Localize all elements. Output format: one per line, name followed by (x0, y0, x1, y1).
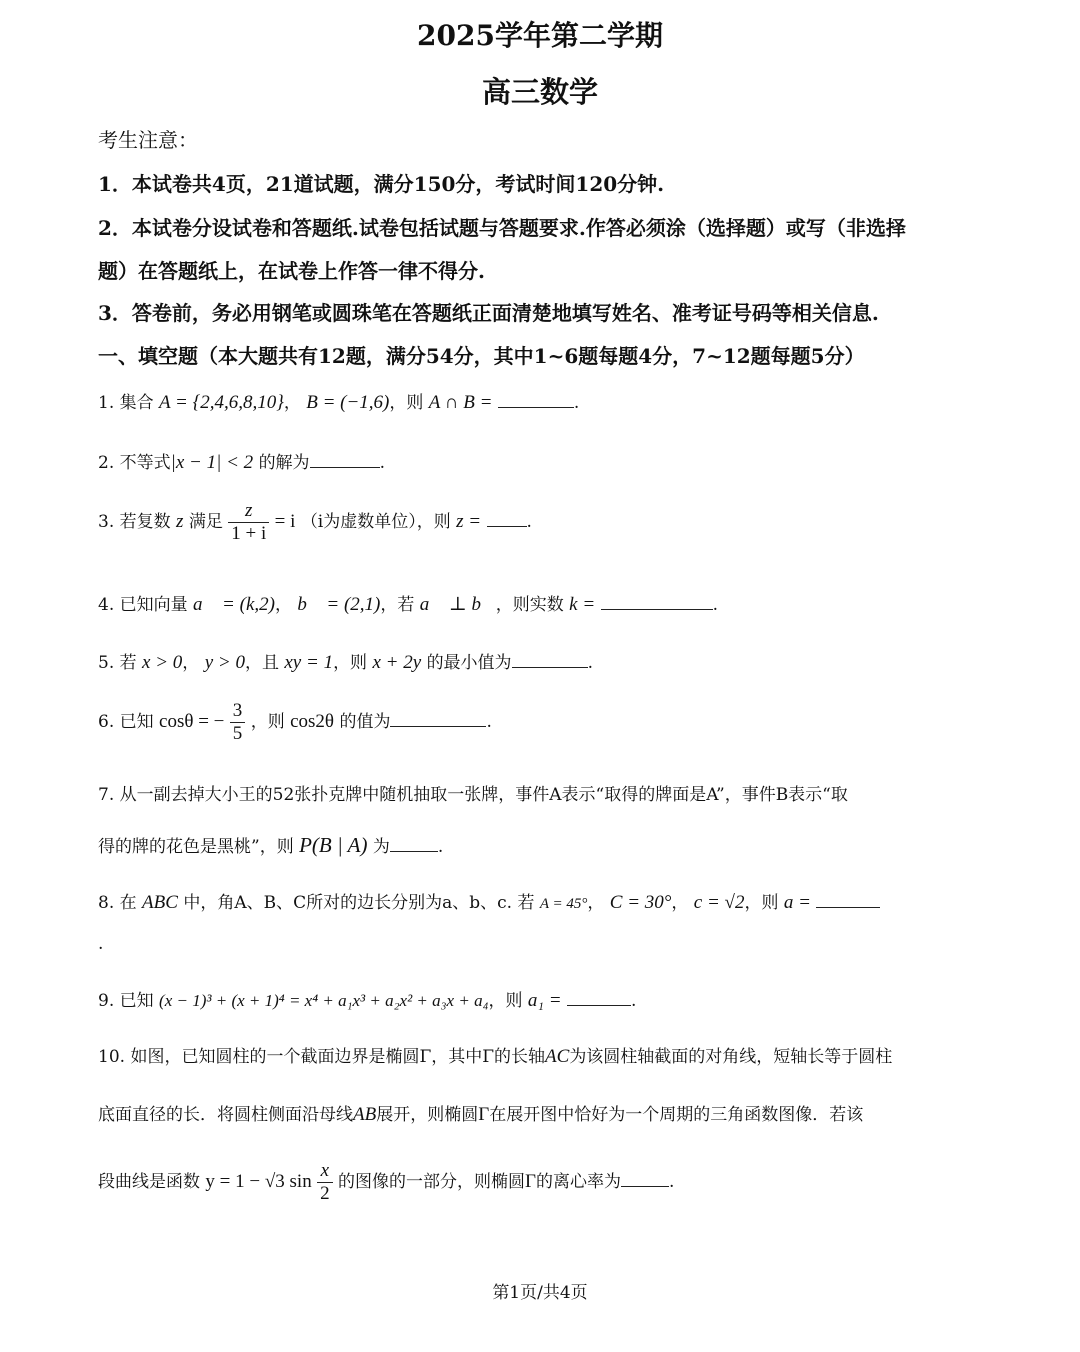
question-7: 7. 从一副去掉大小王的52张扑克牌中随机抽取一张牌，事件A表示“取得的牌面是A”，事件B表示“取 (98, 785, 848, 805)
question-4: 4. 已知向量 a⃗ = (k,2)， b⃗ = (2,1)，若 a⃗ ⊥ b⃗，则实数 k = . (98, 594, 718, 615)
fraction: $\frac{3}{5}$ (230, 700, 246, 745)
question-6: 6. 已知 cosθ = − $\frac{3}{5}$ ，则 cos2θ 的值为 . (98, 700, 492, 744)
question-5: 5. 若 x > 0， y > 0，且 xy = 1，则 x + 2y 的最小值为 . (98, 652, 593, 673)
notice-heading: 考生注意： (98, 128, 198, 152)
answer-blank-7[interactable] (390, 835, 438, 852)
fraction: $\frac{z}{1 + i}$ (228, 500, 269, 545)
page-title: 2025学年第二学期 (417, 19, 663, 52)
question-10-line-3: 段曲线是函数 y = 1 − √3 sin $\frac{x}{2}$ 的图像的一部分，则椭圆Γ的离心率为 . (98, 1160, 675, 1204)
question-7-cont: 得的牌的花色是黑桃”，则 P(B | A) 为 . (98, 833, 444, 857)
notice-item-1: 1．本试卷共4页，21道试题，满分150分，考试时间120分钟. (98, 172, 665, 196)
notice-item-2: 2．本试卷分设试卷和答题纸.试卷包括试题与答题要求.作答必须涂（选择题）或写（非选择 (98, 216, 906, 240)
notice-item-3: 3．答卷前，务必用钢笔或圆珠笔在答题纸正面清楚地填写姓名、准考证号码等相关信息. (98, 301, 879, 325)
page-subtitle: 高三数学 (481, 75, 598, 109)
answer-blank-5[interactable] (512, 651, 588, 668)
question-3: 3. 若复数 z 满足 $\frac{z}{1 + i}$ = i （i为虚数单位），则 z = . (98, 500, 532, 544)
answer-blank-1[interactable] (498, 391, 574, 408)
section-title: 一、填空题（本大题共有12题，满分54分，其中1~6题每题4分，7~12题每题5分） (98, 344, 865, 368)
answer-blank-8[interactable] (816, 891, 880, 908)
question-8-end: . (98, 934, 104, 954)
question-9: 9. 已知 (x − 1)³ + (x + 1)⁴ = x⁴ + a₁x³ + a₂x² + a₃x + a₄，则 a₁ = . (98, 990, 637, 1011)
answer-blank-10[interactable] (621, 1170, 669, 1187)
fraction: $\frac{x}{2}$ (317, 1160, 333, 1205)
notice-item-2-cont: 题）在答题纸上，在试卷上作答一律不得分. (98, 259, 485, 283)
question-10-line-2: 底面直径的长．将圆柱侧面沿母线AB展开，则椭圆Γ在展开图中恰好为一个周期的三角函数图像．若该 (98, 1104, 864, 1125)
question-1: 1. 集合 A = {2,4,6,8,10}， B = (−1,6)，则 A ∩ B = . (98, 392, 580, 413)
question-2: 2. 不等式|x − 1| < 2 的解为 . (98, 452, 385, 473)
answer-blank-9[interactable] (567, 989, 631, 1006)
answer-blank-6[interactable] (390, 710, 486, 727)
answer-blank-4[interactable] (601, 593, 713, 610)
page-footer: 第1页/共4页 (492, 1283, 588, 1303)
question-8: 8. 在 ABC 中，角A、B、C所对的边长分别为a、b、c. 若 A = 45°， C = 30°， c = √2，则 a = (98, 888, 984, 914)
question-10: 10. 如图，已知圆柱的一个截面边界是椭圆Γ，其中Γ的长轴AC为该圆柱轴截面的对角线，短轴长等于圆柱 (98, 1046, 893, 1067)
answer-blank-3[interactable] (487, 510, 527, 527)
answer-blank-2[interactable] (310, 451, 380, 468)
